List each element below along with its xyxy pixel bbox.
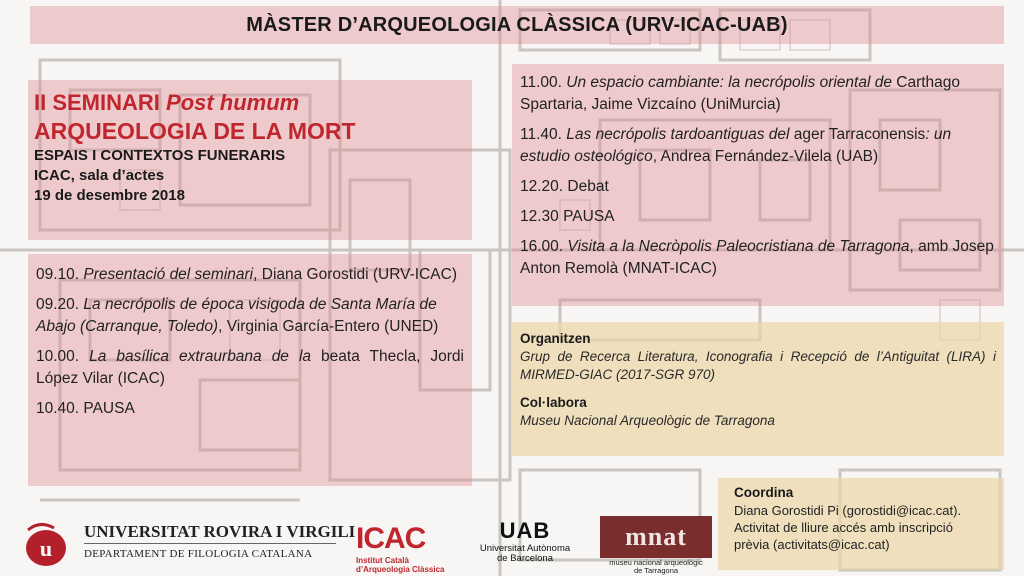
program-item: 12.20. Debat bbox=[520, 178, 609, 195]
header-band bbox=[30, 6, 1004, 44]
seminar-prefix: II SEMINARI bbox=[34, 90, 167, 115]
urv-name: UNIVERSITAT ROVIRA I VIRGILI bbox=[84, 522, 356, 541]
program-item: 09.20. La necrópolis de época visigoda de Santa María de Abajo (Carranque, Toledo), Virginia García-Entero (UNED) bbox=[36, 296, 439, 335]
program-item: 16.00. Visita a la Necròpolis Paleocristiana de Tarragona, amb Josep Anton Remolà (MNAT-ICAC) bbox=[520, 238, 994, 277]
urv-divider bbox=[84, 543, 336, 544]
organizers-text: Grup de Recerca Literatura, Iconografia i Recepció de l’Antiguitat (LIRA) i MIRMED-GIAC (2017-SGR 970) bbox=[520, 349, 996, 382]
mnat-block bbox=[600, 516, 712, 558]
organizers-label: Organitzen bbox=[520, 331, 591, 346]
urv-emblem-icon bbox=[20, 516, 76, 572]
seminar-heading bbox=[34, 90, 466, 116]
mnat-subtitle: museu nacional arqueològic de Tarragona bbox=[609, 558, 703, 575]
collaborator-label: Col·labora bbox=[520, 395, 587, 410]
registration-info: prèvia (activitats@icac.cat) bbox=[734, 537, 890, 552]
seminar-date: 19 de desembre 2018 bbox=[34, 187, 185, 204]
access-info: Activitat de lliure accés amb inscripció bbox=[734, 520, 953, 535]
mnat-mark: mnat bbox=[625, 522, 687, 551]
seminar-title-box bbox=[28, 80, 472, 240]
icac-subtitle: Institut Català d’Arqueologia Clàssica bbox=[356, 556, 445, 574]
uab-mark: UAB bbox=[499, 518, 551, 543]
seminar-main-title: ARQUEOLOGIA DE LA MORT bbox=[34, 118, 356, 144]
program-afternoon-box bbox=[512, 64, 1004, 306]
program-item: 10.40. PAUSA bbox=[36, 400, 135, 417]
organizers-box bbox=[512, 322, 1004, 456]
coordinator-name: Diana Gorostidi Pi (gorostidi@icac.cat). bbox=[734, 503, 962, 518]
seminar-venue: ICAC, sala d’actes bbox=[34, 167, 165, 184]
seminar-name: Post humum bbox=[166, 90, 300, 115]
collaborator-text: Museu Nacional Arqueològic de Tarragona bbox=[520, 413, 775, 428]
program-item: 11.00. Un espacio cambiante: la necrópolis oriental de Carthago Spartaria, Jaime Vizcaíno (UniMurcia) bbox=[520, 74, 961, 113]
mnat-logo bbox=[600, 516, 712, 574]
uab-subtitle: Universitat Autònoma de Barcelona bbox=[479, 543, 571, 564]
program-item: 12.30 PAUSA bbox=[520, 208, 615, 225]
program-item: 10.00. La basílica extraurbana de la beata Thecla, Jordi López Vilar (ICAC) bbox=[36, 348, 464, 387]
icac-logo bbox=[356, 516, 454, 574]
coordination-box bbox=[718, 478, 1004, 570]
urv-logo bbox=[20, 516, 356, 572]
icac-mark: ICAC bbox=[356, 522, 426, 555]
uab-logo bbox=[470, 518, 580, 576]
program-morning-box bbox=[28, 254, 472, 486]
seminar-subtitle: ESPAIS I CONTEXTOS FUNERARIS bbox=[34, 147, 286, 164]
svg-text:u: u bbox=[39, 536, 53, 561]
urv-department: DEPARTAMENT DE FILOLOGIA CATALANA bbox=[84, 548, 313, 560]
program-item: 09.10. Presentació del seminari, Diana Gorostidi (URV-ICAC) bbox=[36, 266, 457, 283]
program-item: 11.40. Las necrópolis tardoantiguas del ager Tarraconensis: un estudio osteológico, Andrea Fernández-Vilela (UAB) bbox=[520, 126, 952, 165]
page-title: MÀSTER D’ARQUEOLOGIA CLÀSSICA (URV-ICAC-UAB) bbox=[246, 14, 788, 36]
coordination-label: Coordina bbox=[734, 485, 794, 500]
